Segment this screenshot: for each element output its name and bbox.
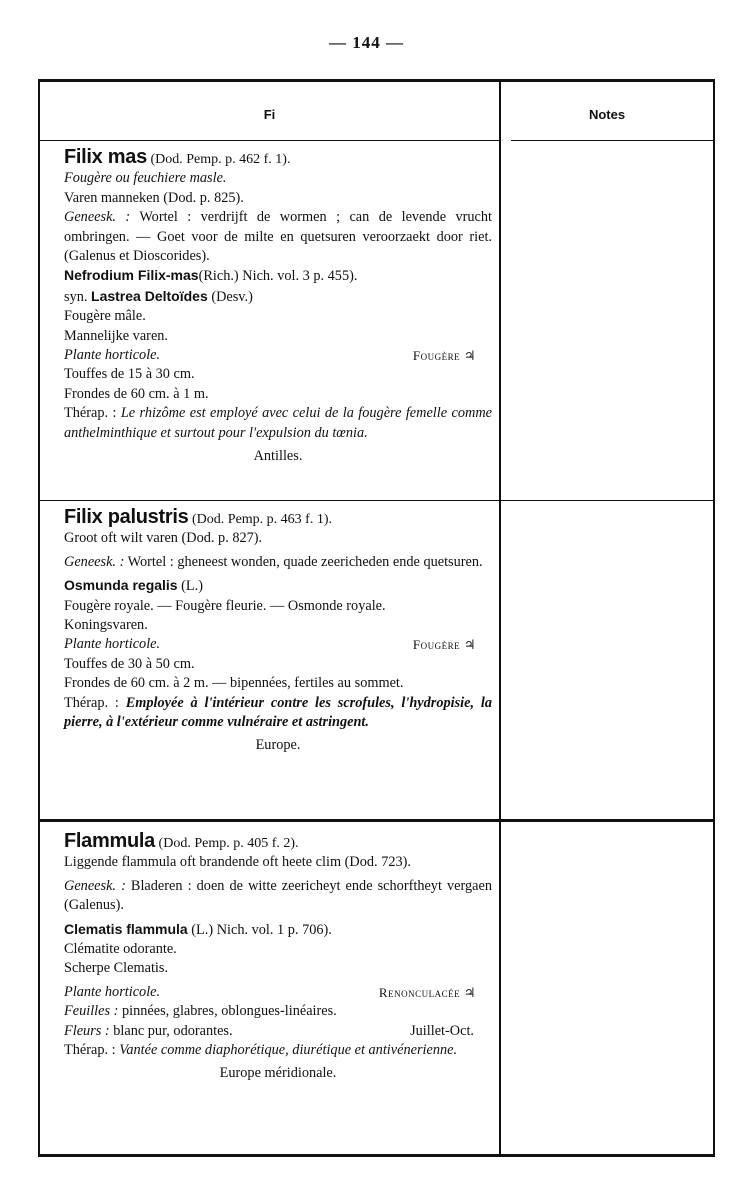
text-line: Plante horticole. <box>64 347 161 364</box>
text-line: Scherpe Clematis. <box>64 960 169 977</box>
text-line: Touffes de 30 à 50 cm. <box>64 655 195 672</box>
text-line: Liggende flammula oft brandende oft heete clim (Dod. 723). <box>64 854 411 871</box>
text-line: Varen manneken (Dod. p. 825). <box>64 189 244 206</box>
text-line: Fougère mâle. <box>64 308 146 325</box>
binomial: Clematis flammula <box>64 920 188 937</box>
entry-rule <box>40 500 499 501</box>
region: Europe méridionale. <box>219 1065 337 1082</box>
binomial: Osmunda regalis <box>64 577 178 594</box>
entry-filix-palustris <box>64 508 492 756</box>
label: Thérap. : <box>64 694 119 711</box>
binomial: Lastrea Deltoïdes <box>91 287 208 304</box>
entry-ref: (Dod. Pemp. p. 463 f. 1). <box>192 512 333 527</box>
text-line: Bladeren : doen de witte zeericheyt ende schorftheyt vergaen (Galenus). <box>64 877 492 914</box>
text-line: Koningsvaren. <box>64 617 148 634</box>
entry-ref: (Dod. Pemp. p. 462 f. 1). <box>150 152 291 167</box>
text-line: Employée à l'intérieur contre les scrofules, l'hydropisie, la pierre, à l'extérieur comme vulnéraire et astringent. <box>64 694 492 731</box>
page-number: — 144 — <box>329 33 404 52</box>
text-line: Fougère ou feuchiere masle. <box>64 170 227 187</box>
entry-ref: (Dod. Pemp. p. 405 f. 2). <box>158 836 299 851</box>
label: Thérap. : <box>64 1042 116 1059</box>
label: Feuilles : <box>64 1003 119 1020</box>
region: Europe. <box>255 737 301 754</box>
text-line: blanc pur, odorantes. <box>113 1022 233 1039</box>
text-line: (L.) Nich. vol. 1 p. 706). <box>191 921 332 938</box>
entry-filix-mas <box>64 148 492 467</box>
text-line: Wortel : gheneest wonden, quade zeericheden ende quetsuren. <box>127 553 483 570</box>
text-line: Groot oft wilt varen (Dod. p. 827). <box>64 530 263 547</box>
entry-name: Flammula <box>64 830 155 852</box>
text-line: Juillet-Oct. <box>410 1022 474 1039</box>
text-line: Plante horticole. <box>64 636 161 653</box>
text-line: Mannelijke varen. <box>64 327 169 344</box>
text-line: Clématite odorante. <box>64 941 177 958</box>
column-header-notes: Notes <box>588 107 626 122</box>
text-line: Wortel : verdrijft de wormen ; can de levende vrucht ombringen. — Goet voor de milte en quetsuren veroorzaekt door riet. (Galenus et Dioscorides). <box>64 209 492 265</box>
region: Antilles. <box>253 448 303 465</box>
family-label: Renonculacée ♃ <box>378 984 476 1000</box>
binomial: Nefrodium Filix-mas <box>64 267 199 284</box>
text-line: Frondes de 60 cm. à 2 m. — bipennées, fertiles au sommet. <box>64 675 404 692</box>
entry-name: Filix mas <box>64 146 147 168</box>
entry-rule <box>501 500 715 501</box>
column-header-fi: Fi <box>263 107 276 122</box>
text-line: Plante horticole. <box>64 983 161 1000</box>
column-divider <box>499 82 501 1154</box>
herbal-table <box>38 79 715 1157</box>
label: syn. <box>64 288 88 305</box>
header-rule-left <box>40 140 499 141</box>
entry-rule <box>40 819 499 822</box>
text-line: Le rhizôme est employé avec celui de la fougère femelle comme anthelminthique et surtout pour l'expulsion du tœnia. <box>64 405 492 441</box>
family-label: Fougère ♃ <box>412 637 476 653</box>
text-line: (Rich.) Nich. vol. 3 p. 455). <box>198 268 358 285</box>
label: Geneesk. : <box>64 209 131 226</box>
entry-flammula <box>64 832 492 1084</box>
entry-name: Filix palustris <box>64 506 189 528</box>
text-line: Fougère royale. — Fougère fleurie. — Osmonde royale. <box>64 597 386 614</box>
family-label: Fougère ♃ <box>412 348 476 364</box>
header-rule-right <box>511 140 715 141</box>
text-line: pinnées, glabres, oblongues-linéaires. <box>121 1003 337 1020</box>
label: Geneesk. : <box>64 877 126 894</box>
text-line: Vantée comme diaphorétique, diurétique et antivénerienne. <box>119 1042 458 1059</box>
text-line: Touffes de 15 à 30 cm. <box>64 366 195 383</box>
text-line: (L.) <box>181 578 204 595</box>
label: Geneesk. : <box>64 553 125 570</box>
text-line: (Desv.) <box>211 288 253 305</box>
text-line: Frondes de 60 cm. à 1 m. <box>64 385 209 402</box>
label: Thérap. : <box>64 405 117 422</box>
label: Fleurs : <box>64 1022 110 1039</box>
entry-rule <box>501 819 715 822</box>
